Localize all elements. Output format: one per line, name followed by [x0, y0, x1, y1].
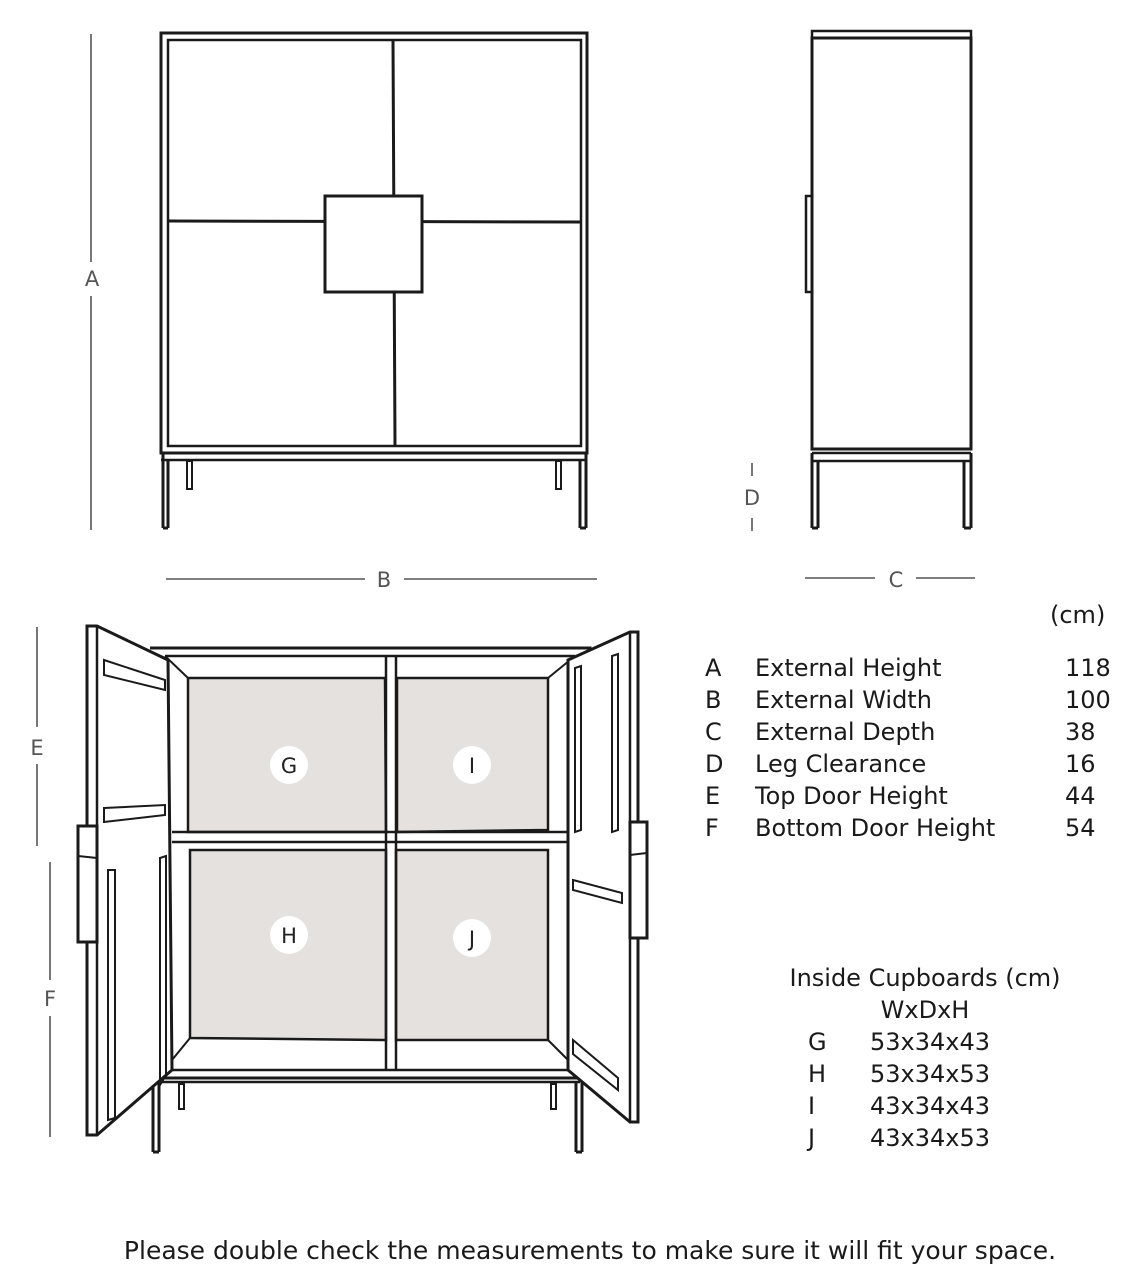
spec-name: External Width	[755, 686, 932, 714]
front-view	[161, 33, 587, 528]
open-view	[78, 626, 647, 1152]
dimension-label-c: C	[888, 568, 904, 592]
spec-key: C	[705, 718, 722, 746]
spec-value: 44	[1065, 782, 1096, 810]
spec-row	[705, 748, 1125, 780]
cupboard-label-j: J	[468, 927, 476, 951]
cupboard-key: I	[808, 1092, 816, 1120]
spec-key: B	[705, 686, 722, 714]
spec-name: External Depth	[755, 718, 936, 746]
spec-value: 100	[1065, 686, 1111, 714]
dimension-label-e: E	[30, 736, 44, 760]
spec-key: A	[705, 654, 722, 682]
spec-key: F	[705, 814, 719, 842]
spec-key: D	[705, 750, 724, 778]
spec-value: 16	[1065, 750, 1096, 778]
cupboard-size: 53x34x53	[870, 1060, 991, 1088]
dimension-label-f: F	[43, 987, 57, 1011]
spec-name: Leg Clearance	[755, 750, 927, 778]
spec-key: E	[705, 782, 721, 810]
inside-cupboards-title: Inside Cupboards (cm)	[789, 964, 1061, 992]
cupboard-label-h: H	[281, 924, 297, 948]
dimension-label-d: D	[743, 486, 761, 510]
dimension-label-a: A	[84, 267, 100, 291]
inside-cupboards-subtitle: WxDxH	[880, 996, 970, 1024]
cupboard-key: H	[808, 1060, 827, 1088]
spec-name: Top Door Height	[755, 782, 948, 810]
cupboard-size: 43x34x53	[870, 1124, 991, 1152]
spec-row	[705, 684, 1125, 716]
spec-value: 38	[1065, 718, 1096, 746]
side-view	[806, 31, 971, 528]
cupboard-label-i: I	[468, 754, 476, 778]
cupboard-size: 53x34x43	[870, 1028, 991, 1056]
spec-value: 54	[1065, 814, 1096, 842]
spec-value: 118	[1065, 654, 1111, 682]
cupboard-label-g: G	[280, 754, 298, 778]
dimension-label-b: B	[376, 568, 392, 592]
spec-row	[705, 652, 1125, 684]
unit-label: (cm)	[1050, 601, 1106, 629]
cupboard-key: J	[808, 1124, 816, 1152]
spec-row	[705, 812, 1125, 844]
cupboard-key: G	[808, 1028, 827, 1056]
cupboard-row	[808, 1092, 1028, 1124]
spec-row	[705, 780, 1125, 812]
spec-name: External Height	[755, 654, 942, 682]
measurement-note: Please double check the measurements to make sure it will fit your space.	[123, 1236, 1057, 1265]
spec-name: Bottom Door Height	[755, 814, 996, 842]
cupboard-row	[808, 1028, 1028, 1060]
cupboard-size: 43x34x43	[870, 1092, 991, 1120]
cupboard-row	[808, 1060, 1028, 1092]
cupboard-row	[808, 1124, 1028, 1156]
spec-row	[705, 716, 1125, 748]
